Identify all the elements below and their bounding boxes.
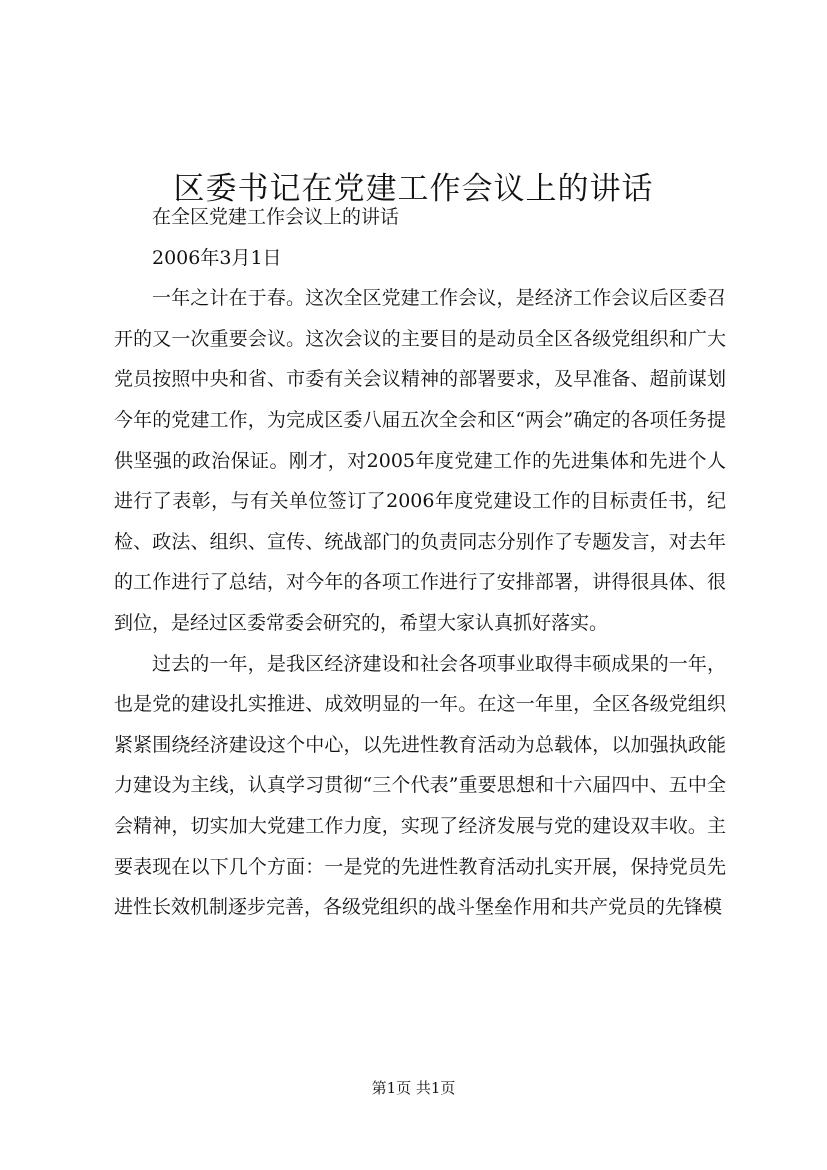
paragraph-1: 一年之计在于春。这次全区党建工作会议，是经济工作会议后区委召开的又一次重要会议。这次会议的主要目的是动员全区各级党组织和广大党员按照中央和省、市委有关会议精神的部署要求，及早准备、超前谋划今年的党建工作，为完成区委八届五次全会和区“两会”确定的各项任务提供坚强的政治保证。刚才，对2005年度党建工作的先进集体和先进个人进行了表彰，与有关单位签订了2006年度党建设工作的目标责任书，纪检、政法、组织、宣传、统战部门的负责同志分别作了专题发言，对去年的工作进行了总结，对今年的各项工作进行了安排部署，讲得很具体、很到位，是经过区委常委会研究的，希望大家认真抓好落实。 <box>114 287 726 634</box>
page-footer: 第1页 共1页 <box>371 1079 456 1097</box>
document-title: 区委书记在党建工作会议上的讲话 <box>173 170 654 207</box>
document-body <box>114 197 726 928</box>
paragraph-2: 过去的一年，是我区经济建设和社会各项事业取得丰硕成果的一年，也是党的建设扎实推进、成效明显的一年。在这一年里，全区各级党组织紧紧围绕经济建设这个中心，以先进性教育活动为总载体，以加强执政能力建设为主线，认真学习贯彻“三个代表”重要思想和十六届四中、五中全会精神，切实加大党建工作力度，实现了经济发展与党的建设双丰收。主要表现在以下几个方面：一是党的先进性教育活动扎实开展，保持党员先进性长效机制逐步完善，各级党组织的战斗堡垒作用和共产党员的先锋模 <box>114 652 726 919</box>
document-date: 2006年3月1日 <box>152 246 282 269</box>
document-subtitle: 在全区党建工作会议上的讲话 <box>152 206 400 228</box>
